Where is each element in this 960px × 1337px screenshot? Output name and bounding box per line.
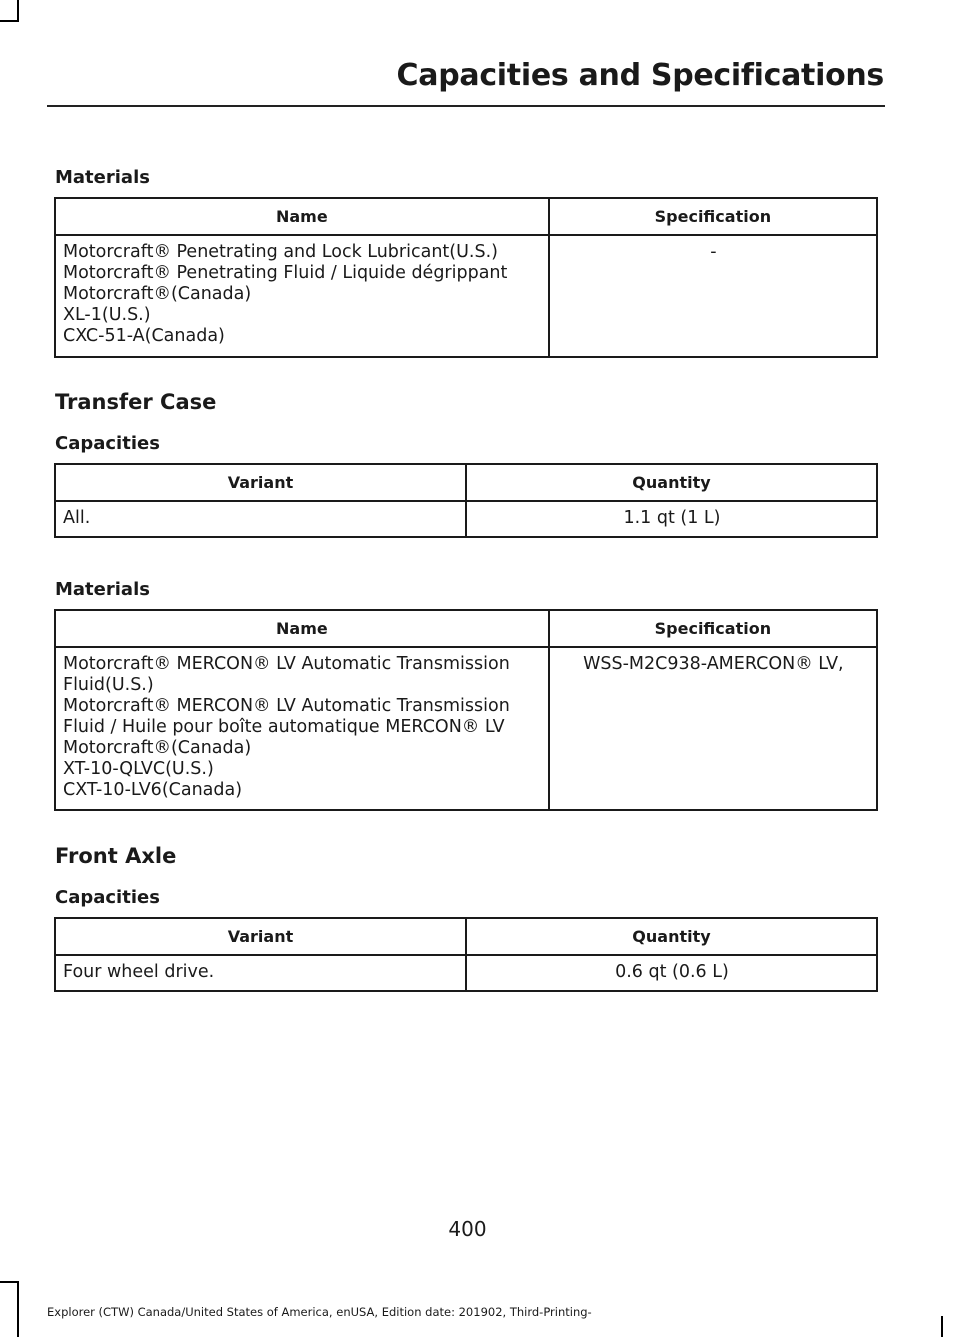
column-header-name: Name — [55, 610, 549, 647]
material-name-line: Fluid / Huile pour boîte automatique MERCON® LV — [63, 717, 505, 737]
crop-mark-top-left — [17, 0, 19, 20]
column-header-specification: Specification — [549, 610, 877, 647]
material-name-cell — [55, 235, 549, 357]
footer-edition: Explorer (CTW) Canada/United States of America, enUSA, Edition date: 201902, Third-Printing- — [47, 1305, 592, 1319]
table-header-row — [55, 610, 877, 647]
table-header-row — [55, 918, 877, 955]
transfer-case-capacities-heading: Capacities — [55, 433, 160, 454]
page-number: 400 — [448, 1217, 487, 1241]
materials-heading-1: Materials — [55, 167, 150, 188]
crop-mark-top-left-h — [0, 20, 19, 22]
material-name-cell — [55, 647, 549, 810]
front-axle-capacities-heading: Capacities — [55, 887, 160, 908]
crop-mark-bottom-left-h — [0, 1281, 19, 1283]
materials-table-1 — [54, 197, 878, 358]
page-title: Capacities and Specifications — [396, 58, 884, 93]
table-row — [55, 501, 877, 537]
column-header-variant: Variant — [55, 464, 466, 501]
material-name-line: XL-1(U.S.) — [63, 305, 151, 325]
material-name-line: CXT-10-LV6(Canada) — [63, 780, 243, 800]
material-name-line: Motorcraft®(Canada) — [63, 284, 252, 304]
material-name-line: Motorcraft® MERCON® LV Automatic Transmission — [63, 696, 510, 716]
transfer-case-materials-heading: Materials — [55, 579, 150, 600]
front-axle-capacities-table — [54, 917, 878, 992]
material-name-line: CXC-51-A(Canada) — [63, 326, 225, 346]
crop-mark-bottom-right — [941, 1316, 943, 1337]
variant-cell: Four wheel drive. — [55, 955, 466, 991]
material-specification-cell: - — [549, 235, 877, 357]
header-rule — [47, 105, 885, 107]
table-header-row — [55, 198, 877, 235]
table-row — [55, 955, 877, 991]
column-header-quantity: Quantity — [466, 918, 877, 955]
quantity-cell: 0.6 qt (0.6 L) — [466, 955, 877, 991]
material-name-line: Fluid(U.S.) — [63, 675, 154, 695]
transfer-case-capacities-table — [54, 463, 878, 538]
material-name-line: Motorcraft® Penetrating and Lock Lubricant(U.S.) — [63, 242, 498, 262]
front-axle-heading: Front Axle — [55, 844, 177, 868]
material-name-line: Motorcraft® Penetrating Fluid / Liquide dégrippant — [63, 263, 508, 283]
table-header-row — [55, 464, 877, 501]
variant-cell: All. — [55, 501, 466, 537]
quantity-cell: 1.1 qt (1 L) — [466, 501, 877, 537]
transfer-case-materials-table — [54, 609, 878, 811]
column-header-quantity: Quantity — [466, 464, 877, 501]
column-header-specification: Specification — [549, 198, 877, 235]
material-name-line: XT-10-QLVC(U.S.) — [63, 759, 214, 779]
crop-mark-bottom-left — [17, 1283, 19, 1337]
table-row — [55, 235, 877, 357]
material-specification-cell: WSS-M2C938-AMERCON® LV, — [549, 647, 877, 810]
table-row — [55, 647, 877, 810]
material-name-line: Motorcraft® MERCON® LV Automatic Transmission — [63, 654, 510, 674]
column-header-variant: Variant — [55, 918, 466, 955]
material-name-line: Motorcraft®(Canada) — [63, 738, 252, 758]
column-header-name: Name — [55, 198, 549, 235]
transfer-case-heading: Transfer Case — [55, 390, 217, 414]
